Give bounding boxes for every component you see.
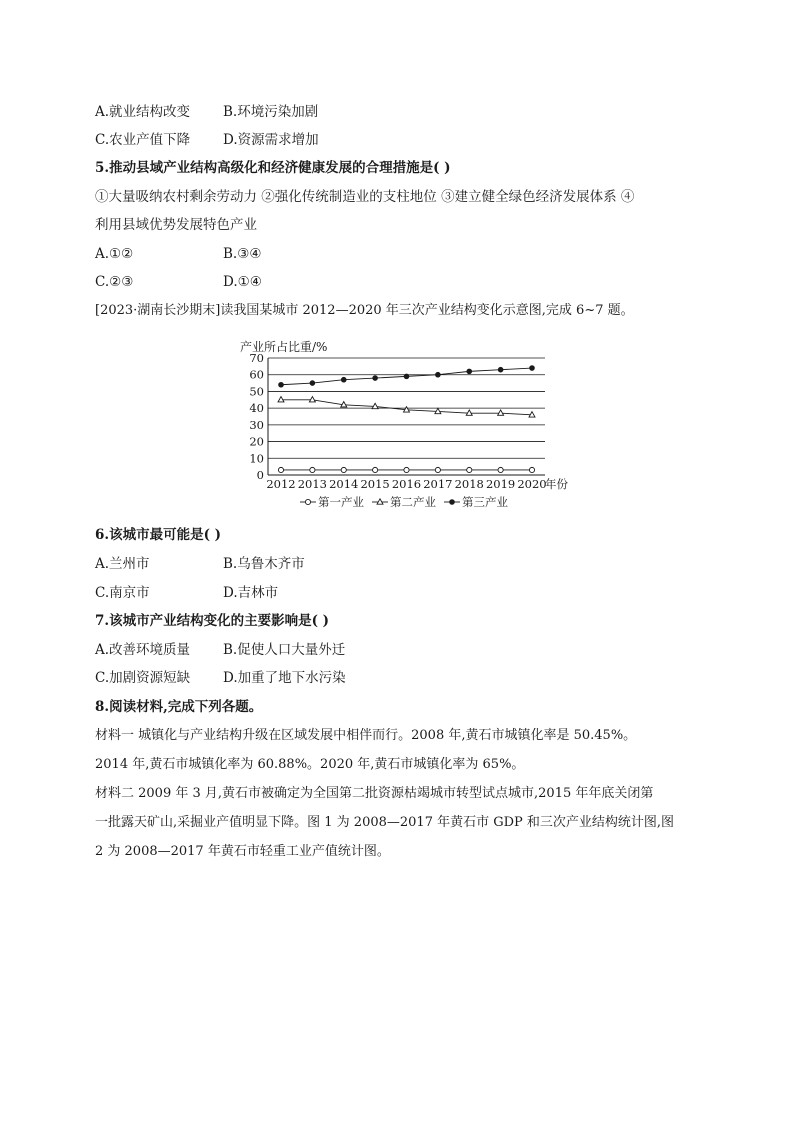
q6-option-a[interactable]: A.兰州市 bbox=[95, 556, 150, 572]
y-tick-label: 20 bbox=[249, 434, 264, 449]
chart-y-axis-label: 产业所占比重/% bbox=[240, 340, 328, 354]
q7-options-row-2 bbox=[95, 669, 699, 687]
q8-material-2-line-1: 材料二 2009 年 3 月,黄石市被确定为全国第二批资源枯竭城市转型试点城市,2015 年年底关闭第 bbox=[95, 786, 654, 801]
q7-options-row-1 bbox=[95, 641, 699, 659]
y-tick-label: 40 bbox=[249, 401, 264, 416]
chart-y-ticks bbox=[249, 351, 264, 482]
q5-options-row-2 bbox=[95, 273, 699, 291]
q6-options-row-2 bbox=[95, 584, 699, 602]
q8-material-2-line-2: 一批露天矿山,采掘业产值明显下降。图 1 为 2008—2017 年黄石市 GDP 和三次产业结构统计图,图 bbox=[95, 815, 675, 830]
legend-item-3 bbox=[444, 495, 508, 509]
q4-option-a[interactable]: A.就业结构改变 bbox=[95, 104, 191, 120]
x-tick-label: 2018 bbox=[454, 477, 484, 491]
industry-structure-chart bbox=[232, 336, 568, 516]
q4-option-d[interactable]: D.资源需求增加 bbox=[223, 132, 319, 148]
y-tick-label: 10 bbox=[249, 451, 264, 466]
q8-material-1-line-1: 材料一 城镇化与产业结构升级在区域发展中相伴而行。2008 年,黄石市城镇化率是 50.45%。 bbox=[95, 728, 637, 743]
y-tick-label: 50 bbox=[249, 384, 264, 399]
legend-marker bbox=[377, 499, 383, 504]
chart-x-ticks bbox=[266, 477, 546, 491]
q6-options-row-1 bbox=[95, 555, 699, 573]
series-3 bbox=[279, 366, 535, 388]
q4-options-row-1 bbox=[95, 103, 699, 121]
data-point bbox=[404, 374, 409, 379]
data-point bbox=[310, 467, 315, 472]
q8-material-2-line-3: 2 为 2008—2017 年黄石市轻重工业产值统计图。 bbox=[95, 844, 390, 859]
series-1 bbox=[278, 467, 534, 472]
data-point bbox=[341, 377, 346, 382]
q6-stem: 6.该城市最可能是( ) bbox=[95, 527, 222, 543]
x-tick-label: 2016 bbox=[391, 477, 422, 491]
y-tick-label: 0 bbox=[256, 468, 264, 482]
x-tick-label: 2013 bbox=[297, 477, 328, 491]
data-point bbox=[467, 369, 472, 374]
q6-option-c[interactable]: C.南京市 bbox=[95, 585, 150, 601]
q5-statements-line-1: ①大量吸纳农村剩余劳动力 ②强化传统制造业的支柱地位 ③建立健全绿色经济发展体系 ④ bbox=[95, 189, 635, 205]
q4-option-c[interactable]: C.农业产值下降 bbox=[95, 132, 191, 148]
q5-options-row-1 bbox=[95, 245, 699, 263]
data-point bbox=[310, 381, 315, 386]
data-point bbox=[498, 367, 503, 372]
chart-series bbox=[278, 366, 535, 473]
chart-x-axis-label: 年份 bbox=[545, 477, 568, 491]
q8-material-1-line-2: 2014 年,黄石市城镇化率为 60.88%。2020 年,黄石市城镇化率为 65%。 bbox=[95, 757, 525, 772]
data-point bbox=[530, 366, 535, 371]
q8-stem: 8.阅读材料,完成下列各题。 bbox=[95, 699, 263, 715]
q4-options-row-2 bbox=[95, 131, 699, 149]
x-tick-label: 2012 bbox=[266, 477, 296, 491]
x-tick-label: 2015 bbox=[360, 477, 390, 491]
data-point bbox=[373, 376, 378, 381]
legend-label: 第一产业 bbox=[318, 495, 364, 509]
q5-option-a[interactable]: A.①② bbox=[95, 246, 134, 262]
q5-option-b[interactable]: B.③④ bbox=[223, 246, 262, 262]
data-point bbox=[467, 467, 472, 472]
data-point bbox=[373, 467, 378, 472]
q4-option-b[interactable]: B.环境污染加剧 bbox=[223, 104, 319, 120]
data-point bbox=[278, 467, 283, 472]
data-point bbox=[498, 410, 504, 415]
data-point bbox=[309, 397, 315, 402]
data-point bbox=[435, 372, 440, 377]
q6-option-b[interactable]: B.乌鲁木齐市 bbox=[223, 556, 305, 572]
legend-item-1 bbox=[300, 495, 364, 509]
x-tick-label: 2019 bbox=[485, 477, 516, 491]
series-2 bbox=[278, 397, 535, 417]
x-tick-label: 2014 bbox=[329, 477, 359, 491]
legend-item-2 bbox=[372, 495, 436, 509]
legend-marker bbox=[305, 499, 310, 504]
data-point bbox=[498, 467, 503, 472]
data-point bbox=[279, 382, 284, 387]
x-tick-label: 2020 bbox=[517, 477, 547, 491]
data-point bbox=[529, 467, 534, 472]
legend-marker bbox=[450, 500, 455, 505]
chart-legend bbox=[300, 495, 508, 509]
data-point bbox=[341, 467, 346, 472]
intro-6-7: [2023·湖南长沙期末]读我国某城市 2012—2020 年三次产业结构变化示意图,完成 6~7 题。 bbox=[95, 303, 634, 318]
q7-option-d[interactable]: D.加重了地下水污染 bbox=[223, 670, 346, 686]
q7-option-c[interactable]: C.加剧资源短缺 bbox=[95, 670, 191, 686]
q7-option-a[interactable]: A.改善环境质量 bbox=[95, 642, 191, 658]
q7-stem: 7.该城市产业结构变化的主要影响是( ) bbox=[95, 613, 330, 629]
q5-stem: 5.推动县域产业结构高级化和经济健康发展的合理措施是( ) bbox=[95, 160, 451, 176]
data-point bbox=[435, 467, 440, 472]
legend-label: 第三产业 bbox=[462, 495, 508, 509]
x-tick-label: 2017 bbox=[423, 477, 453, 491]
y-tick-label: 60 bbox=[249, 367, 264, 382]
q7-option-b[interactable]: B.促使人口大量外迁 bbox=[223, 642, 346, 658]
legend-label: 第二产业 bbox=[390, 495, 436, 509]
q5-option-d[interactable]: D.①④ bbox=[223, 274, 262, 290]
data-point bbox=[404, 467, 409, 472]
q5-option-c[interactable]: C.②③ bbox=[95, 274, 134, 290]
q6-option-d[interactable]: D.吉林市 bbox=[223, 585, 279, 601]
y-tick-label: 30 bbox=[249, 417, 264, 432]
q5-statements-line-2: 利用县域优势发展特色产业 bbox=[95, 217, 257, 233]
data-point bbox=[278, 397, 284, 402]
y-tick-label: 70 bbox=[249, 351, 264, 365]
